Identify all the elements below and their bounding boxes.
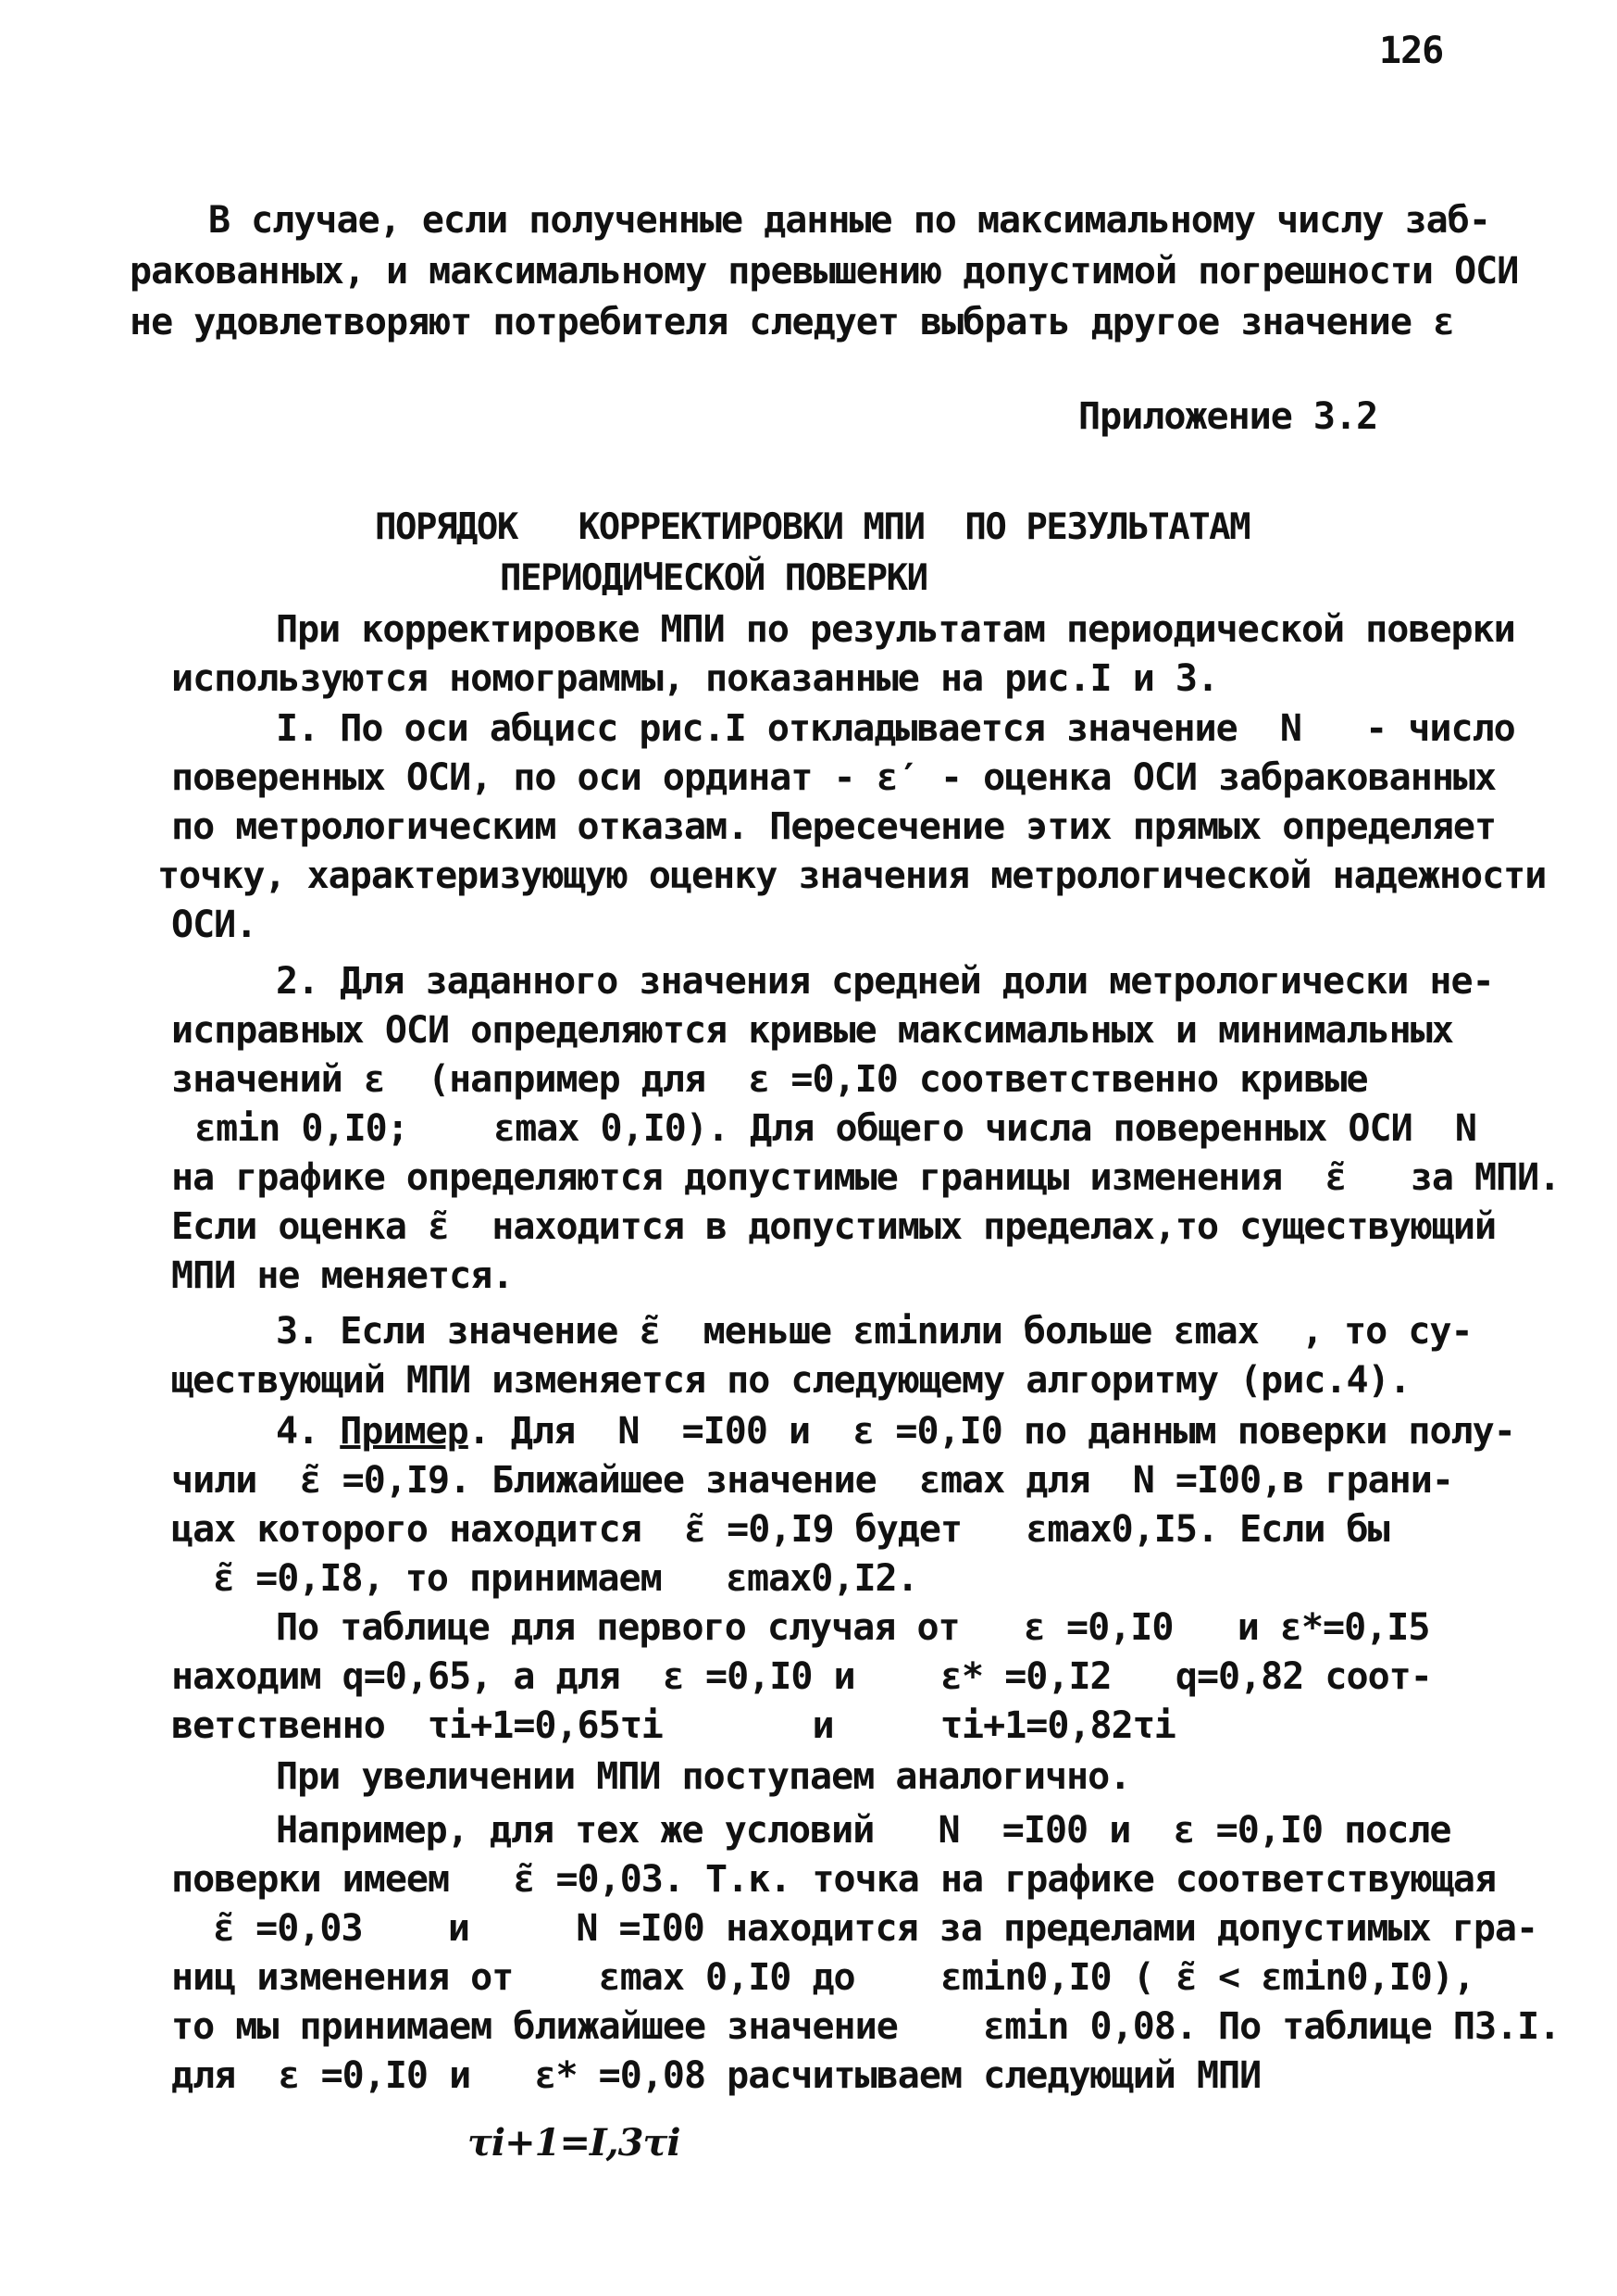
text-line: При корректировке МПИ по результатам периодической поверки [276,608,1515,651]
text-line: МПИ не меняется. [171,1254,514,1297]
text-line: значений ε (например для ε =0,I0 соответственно кривые [171,1058,1368,1101]
text-line: используются номограммы, показанные на рис.I и 3. [171,657,1219,700]
text-line: ОСИ. [171,904,257,946]
page-number: 126 [1379,30,1444,72]
heading-line: ПЕРИОДИЧЕСКОЙ ПОВЕРКИ [500,557,927,599]
text-line: на графике определяются допустимые границы изменения ε̃ за МПИ. [171,1156,1561,1199]
text-line: не удовлетворяют потребителя следует выбрать другое значение ε [130,301,1455,343]
text-line: ракованных, и максимальному превышению допустимой погрешности ОСИ [130,250,1519,293]
formula: τi+1=I,3τi [467,2121,680,2165]
text-line: ветственно τi+1=0,65τi и τi+1=0,82τi [171,1704,1175,1747]
text-line: поверки имеем ε̃ =0,03. Т.к. точка на графике соответствующая [171,1858,1497,1901]
text-line: ε̃ =0,I8, то принимаем εmax0,I2. [213,1557,918,1600]
text-line: точку, характеризующую оценку значения метрологической надежности [157,855,1547,897]
text-line: поверенных ОСИ, по оси ординат - ε′ - оценка ОСИ забракованных [171,756,1497,799]
appendix-label: Приложение 3.2 [1078,395,1378,438]
heading-line: ПОРЯДОК КОРРЕКТИРОВКИ МПИ ПО РЕЗУЛЬТАТАМ [375,506,1250,548]
text-fragment: . Для N =I00 и ε =0,I0 по данным поверки полу- [467,1410,1515,1453]
text-line: 2. Для заданного значения средней доли метрологически не- [276,960,1494,1003]
text-line: по метрологическим отказам. Пересечение этих прямых определяет [171,805,1497,848]
text-line: ществующий МПИ изменяется по следующему алгоритму (рис.4). [171,1359,1411,1402]
increase-paragraph: При увеличении МПИ поступаем аналогично. [276,1755,1131,1798]
text-line: εmin 0,I0; εmax 0,I0). Для общего числа поверенных ОСИ N [194,1107,1476,1150]
text-line: для ε =0,I0 и ε* =0,08 расчитываем следующий МПИ [171,2054,1262,2097]
text-line: Например, для тех же условий N =I00 и ε =0,I0 после [276,1809,1451,1852]
text-line: 3. Если значение ε̃ меньше εminили больше εmax , то су- [276,1310,1473,1353]
example-word: Пример [340,1410,468,1453]
text-line: цах которого находится ε̃ =0,I9 будет εmax0,I5. Если бы [171,1508,1389,1551]
text-line: находим q=0,65, а для ε =0,I0 и ε* =0,I2 q=0,82 соот- [171,1655,1432,1698]
text-line: I. По оси абцисс рис.I откладывается значение N - число [276,707,1515,750]
text-line: ε̃ =0,03 и N =I00 находится за пределами допустимых гра- [213,1907,1538,1950]
text-line: По таблице для первого случая от ε =0,I0 и ε*=0,I5 [276,1606,1430,1649]
text-line: то мы принимаем ближайшее значение εmin 0,08. По таблице П3.I. [171,2005,1561,2048]
text-line: Если оценка ε̃ находится в допустимых пределах,то существующий [171,1205,1497,1248]
text-line: чили ε̃ =0,I9. Ближайшее значение εmax для N =I00,в грани- [171,1459,1453,1502]
text-line: исправных ОСИ определяются кривые максимальных и минимальных [171,1009,1453,1052]
text-line: ниц изменения от εmax 0,I0 до εmin0,I0 ( ε̃ < εmin0,I0), [171,1956,1475,1999]
text-line: В случае, если полученные данные по максимальному числу заб- [208,199,1490,242]
item-number: 4. [276,1410,319,1453]
text-line [276,1408,1515,1454]
